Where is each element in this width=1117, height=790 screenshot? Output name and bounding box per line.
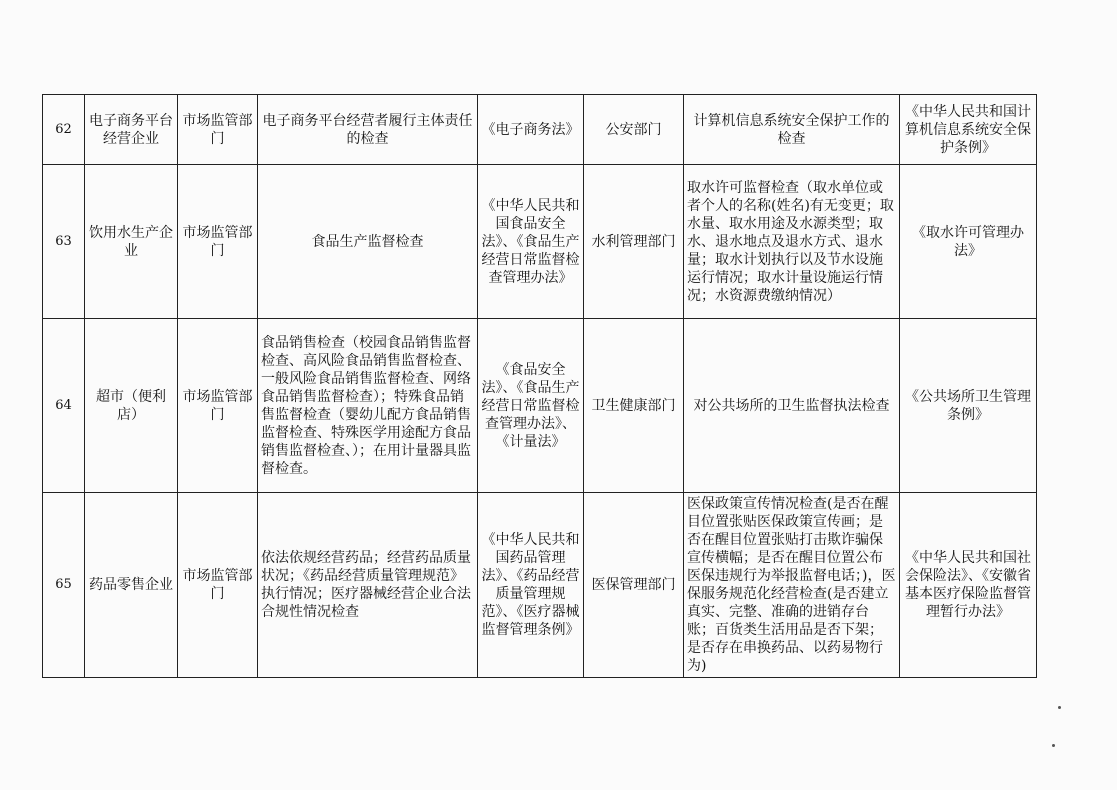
row-number: 62 bbox=[43, 95, 85, 165]
department2-cell: 公安部门 bbox=[584, 95, 684, 165]
inspection-item2-cell: 对公共场所的卫生监督执法检查 bbox=[684, 319, 900, 493]
department2-cell: 水利管理部门 bbox=[584, 165, 684, 319]
inspection-table bbox=[42, 94, 1037, 678]
scan-speck bbox=[1058, 706, 1061, 709]
legal-basis-cell: 《中华人民共和国药品管理法》、《药品经营质量管理规范》、《医疗器械监督管理条例》 bbox=[478, 493, 584, 678]
department-cell: 市场监管部门 bbox=[178, 493, 258, 678]
entity-cell: 药品零售企业 bbox=[85, 493, 178, 678]
row-number: 64 bbox=[43, 319, 85, 493]
inspection-item-cell: 食品销售检查（校园食品销售监督检查、高风险食品销售监督检查、一般风险食品销售监督检查、网络食品销售监督检查）；特殊食品销售监督检查（婴幼儿配方食品销售监督检查、特殊医学用途配方食品销售监督检查、）；在用计量器具监督检查。 bbox=[258, 319, 478, 493]
legal-basis-cell: 《电子商务法》 bbox=[478, 95, 584, 165]
inspection-item-cell: 电子商务平台经营者履行主体责任的检查 bbox=[258, 95, 478, 165]
entity-cell: 超市（便利店） bbox=[85, 319, 178, 493]
table-row bbox=[43, 319, 1037, 493]
inspection-item-cell: 依法依规经营药品；经营药品质量状况；《药品经营质量管理规范》执行情况；医疗器械经营企业合法合规性情况检查 bbox=[258, 493, 478, 678]
scan-speck bbox=[1052, 744, 1055, 747]
inspection-item2-cell: 医保政策宣传情况检查(是否在醒目位置张贴医保政策宣传画；是否在醒目位置张贴打击欺诈骗保宣传横幅；是否在醒目位置公布医保违规行为举报监督电话；)，医保服务规范化经营检查(是否建立真实、完整、准确的进销存台账；百货类生活用品是否下架；是否存在串换药品、以药易物行为) bbox=[684, 493, 900, 678]
entity-cell: 电子商务平台经营企业 bbox=[85, 95, 178, 165]
legal-basis2-cell: 《中华人民共和国社会保险法》、《安徽省基本医疗保险监督管理暂行办法》 bbox=[900, 493, 1037, 678]
department-cell: 市场监管部门 bbox=[178, 319, 258, 493]
department2-cell: 卫生健康部门 bbox=[584, 319, 684, 493]
entity-cell: 饮用水生产企业 bbox=[85, 165, 178, 319]
inspection-item2-cell: 取水许可监督检查（取水单位或者个人的名称(姓名)有无变更；取水量、取水用途及水源类型；取水、退水地点及退水方式、退水量；取水计划执行以及节水设施运行情况；取水计量设施运行情况；水资源费缴纳情况） bbox=[684, 165, 900, 319]
inspection-item2-cell: 计算机信息系统安全保护工作的检查 bbox=[684, 95, 900, 165]
table-row bbox=[43, 493, 1037, 678]
legal-basis2-cell: 《取水许可管理办法》 bbox=[900, 165, 1037, 319]
row-number: 65 bbox=[43, 493, 85, 678]
department-cell: 市场监管部门 bbox=[178, 165, 258, 319]
row-number: 63 bbox=[43, 165, 85, 319]
table-row bbox=[43, 95, 1037, 165]
legal-basis-cell: 《食品安全法》、《食品生产经营日常监督检查管理办法》、《计量法》 bbox=[478, 319, 584, 493]
department2-cell: 医保管理部门 bbox=[584, 493, 684, 678]
table-row bbox=[43, 165, 1037, 319]
legal-basis2-cell: 《中华人民共和国计算机信息系统安全保护条例》 bbox=[900, 95, 1037, 165]
inspection-item-cell: 食品生产监督检查 bbox=[258, 165, 478, 319]
legal-basis-cell: 《中华人民共和国食品安全法》、《食品生产经营日常监督检查管理办法》 bbox=[478, 165, 584, 319]
department-cell: 市场监管部门 bbox=[178, 95, 258, 165]
legal-basis2-cell: 《公共场所卫生管理条例》 bbox=[900, 319, 1037, 493]
